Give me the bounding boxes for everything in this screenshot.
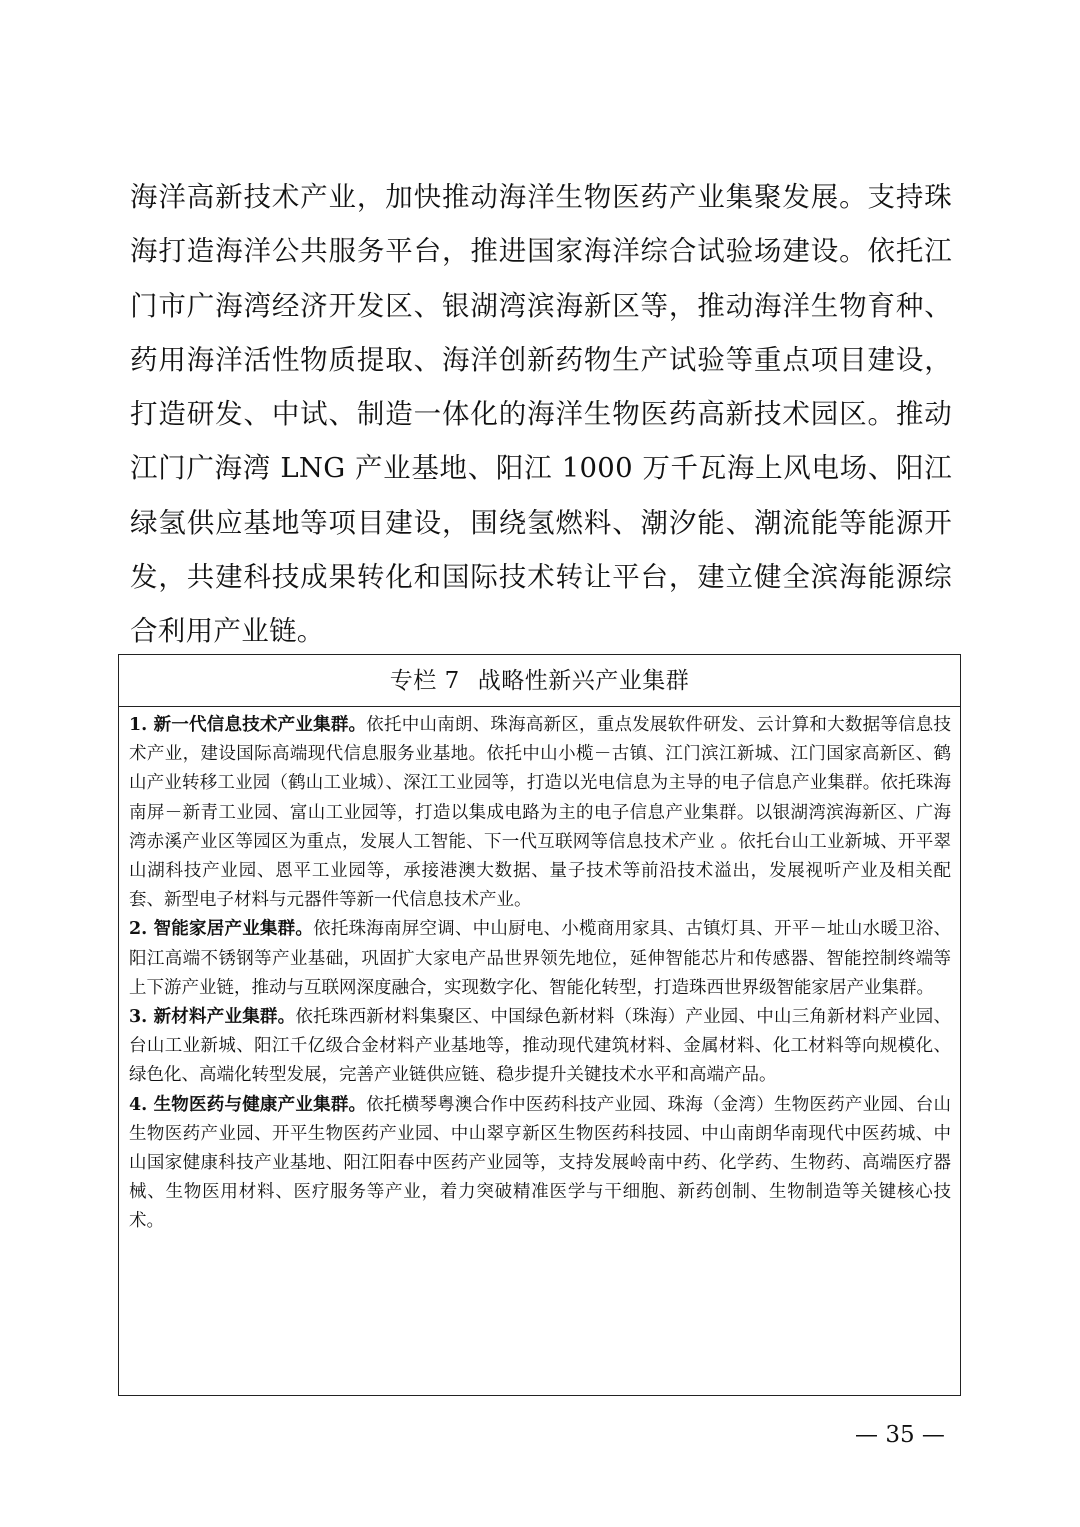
- cluster-item-smart-home: [129, 915, 951, 1003]
- page-number: — 35 —: [855, 1422, 945, 1448]
- cluster-item-text: 依托珠西新材料集聚区、中国绿色新材料（珠海）产业园、中山三角新材料产业园、台山工业新城、阳江千亿级合金材料产业基地等，推动现代建筑材料、金属材料、化工材料等向规模化、绿色化、高端化转型发展，完善产业链供应链、稳步提升关键技术水平和高端产品。: [129, 1007, 951, 1086]
- cluster-item-lead: 1. 新一代信息技术产业集群。: [129, 715, 367, 735]
- cluster-item-lead: 3. 新材料产业集群。: [129, 1007, 296, 1028]
- cluster-item-text: 依托珠海南屏空调、中山厨电、小榄商用家具、古镇灯具、开平－址山水暖卫浴、阳江高端不锈钢等产业基础，巩固扩大家电产品世界领先地位，延伸智能芯片和传感器、智能控制终端等上下游产业链，推动与互联网深度融合，实现数字化、智能化转型，打造珠西世界级智能家居产业集群。: [129, 919, 951, 998]
- cluster-item-text: 依托横琴粤澳合作中医药科技产业园、珠海（金湾）生物医药产业园、台山生物医药产业园、开平生物医药产业园、中山翠亨新区生物医药科技园、中山南朗华南现代中医药城、中山国家健康科技产业基地、阳江阳春中医药产业园等，支持发展岭南中药、化学药、生物药、高端医疗器械、生物医用材料、医疗服务等产业，着力突破精准医学与干细胞、新药创制、生物制造等关键核心技术。: [129, 1094, 951, 1232]
- cluster-item-lead: 2. 智能家居产业集群。: [129, 919, 314, 940]
- body-paragraph: 海洋高新技术产业，加快推动海洋生物医药产业集聚发展。支持珠海打造海洋公共服务平台，推进国家海洋综合试验场建设。依托江门市广海湾经济开发区、银湖湾滨海新区等，推动海洋生物育种、药用海洋活性物质提取、海洋创新药物生产试验等重点项目建设，打造研发、中试、制造一体化的海洋生物医药高新技术园区。推动江门广海湾 LNG 产业基地、阳江 1000 万千瓦海上风电场、阳江绿氢供应基地等项目建设，围绕氢燃料、潮汐能、潮流能等能源开发，共建科技成果转化和国际技术转让平台，建立健全滨海能源综合利用产业链。: [130, 181, 952, 648]
- cluster-item-text: 依托中山南朗、珠海高新区，重点发展软件研发、云计算和大数据等信息技术产业，建设国际高端现代信息服务业基地。依托中山小榄－古镇、江门滨江新城、江门国家高新区、鹤山产业转移工业园（鹤山工业城）、深江工业园等，打造以光电信息为主导的电子信息产业集群。依托珠海南屏－新青工业园、富山工业园等，打造以集成电路为主的电子信息产业集群。以银湖湾滨海新区、广海湾赤溪产业区等园区为重点，发展人工智能、下一代互联网等信息技术产业 。依托台山工业新城、开平翠山湖科技产业园、恩平工业园等，承接港澳大数据、量子技术等前沿技术溢出，发展视听产业及相关配套、新型电子材料与元器件等新一代信息技术产业。: [129, 715, 951, 911]
- special-column-body: [119, 707, 960, 1237]
- cluster-item-lead: 4. 生物医药与健康产业集群。: [129, 1094, 367, 1115]
- special-column-heading: 战略性新兴产业集群: [477, 668, 690, 694]
- cluster-item-information-technology: [129, 711, 951, 915]
- special-column-box: [118, 654, 961, 1396]
- special-column-number: 专栏 7: [389, 668, 460, 694]
- cluster-item-new-materials: [129, 1003, 951, 1091]
- special-column-title: [119, 655, 960, 707]
- cluster-item-biomedicine-health: [129, 1091, 951, 1237]
